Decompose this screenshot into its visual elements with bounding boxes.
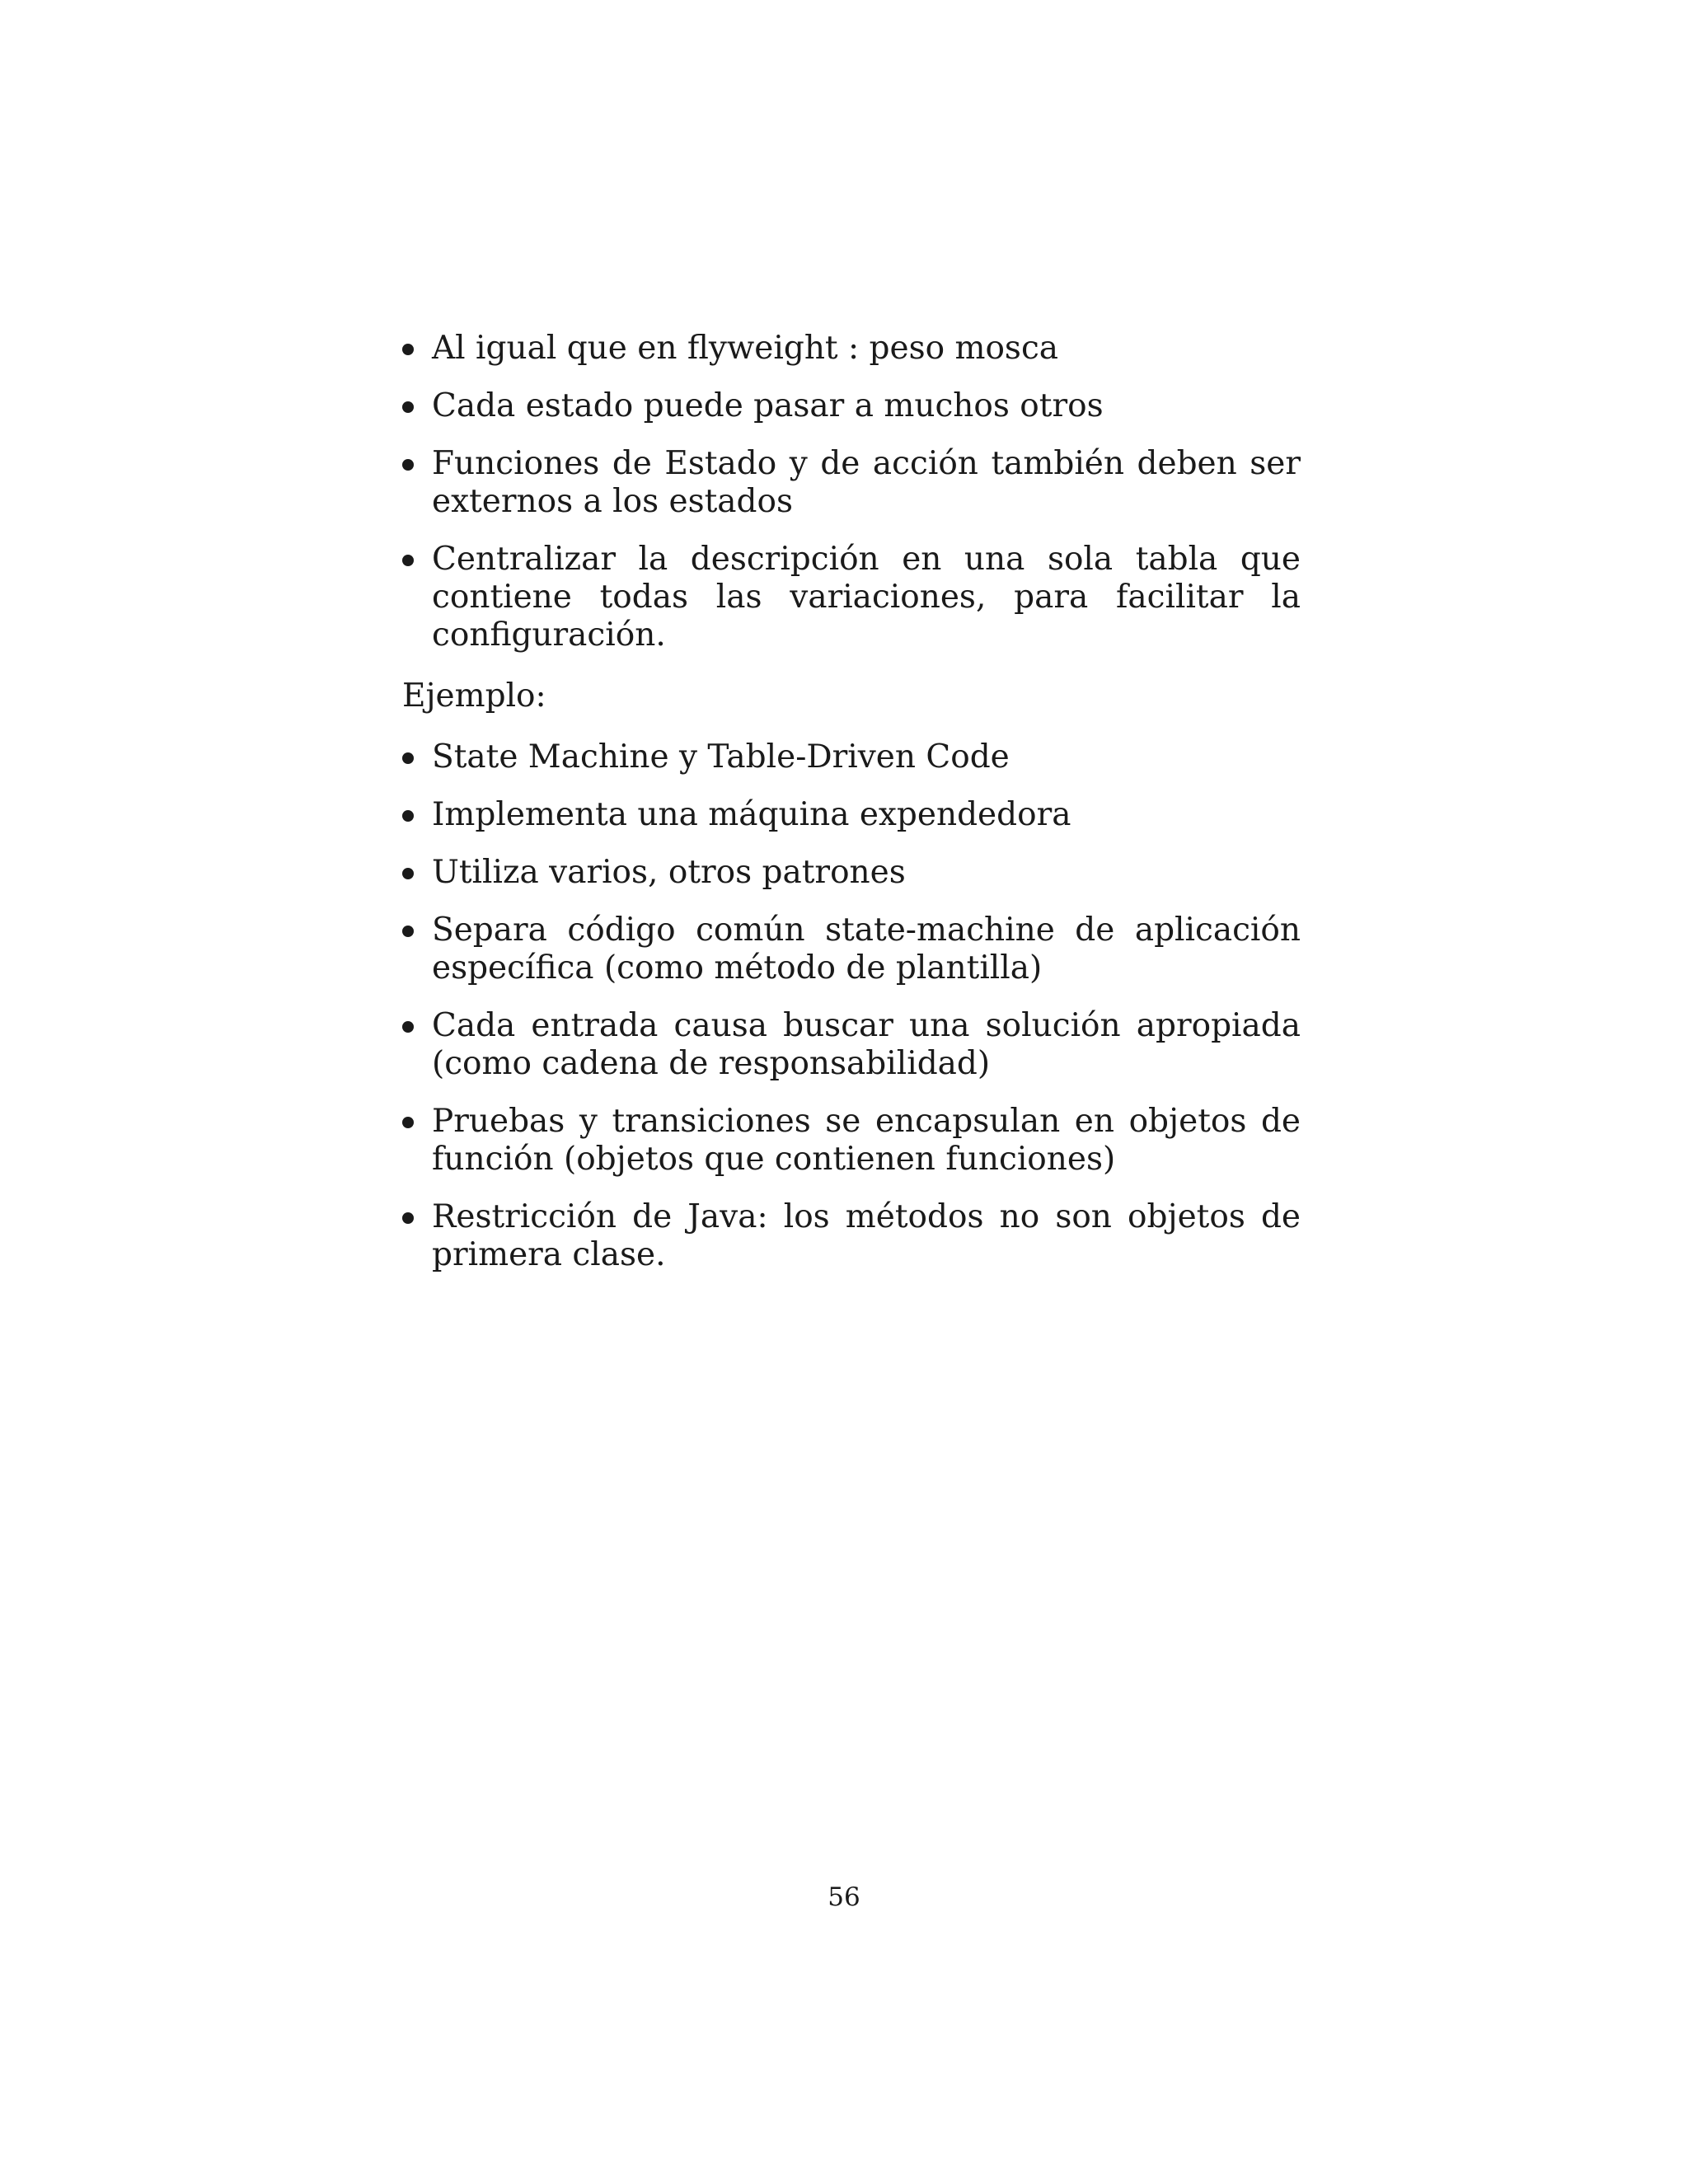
list-item <box>402 541 1301 654</box>
list-item-text: Pruebas y transiciones se encapsulan en objetos de función (objetos que contienen funciones) <box>432 1103 1301 1178</box>
bullet-list-intro <box>402 330 1301 654</box>
list-item <box>402 445 1301 521</box>
page-content <box>402 330 1301 1294</box>
bullet-icon <box>402 1021 414 1033</box>
list-item <box>402 1007 1301 1083</box>
list-item <box>402 912 1301 987</box>
list-item-text: Implementa una máquina expendedora <box>432 796 1071 833</box>
bullet-icon <box>402 868 414 879</box>
list-item <box>402 387 1301 425</box>
list-item <box>402 796 1301 834</box>
bullet-icon <box>402 1212 414 1224</box>
list-item-text: Separa código común state-machine de aplicación específica (como método de plantilla) <box>432 912 1301 987</box>
list-item-text: Utiliza varios, otros patrones <box>432 854 906 891</box>
list-item-text: Funciones de Estado y de acción también deben ser externos a los estados <box>432 445 1301 520</box>
bullet-icon <box>402 555 414 566</box>
list-item <box>402 1103 1301 1179</box>
list-item-text: Restricción de Java: los métodos no son objetos de primera clase. <box>432 1198 1301 1273</box>
list-item-text: Cada estado puede pasar a muchos otros <box>432 387 1104 424</box>
list-item <box>402 854 1301 892</box>
bullet-icon <box>402 344 414 355</box>
list-item-text: Al igual que en flyweight : peso mosca <box>432 330 1059 367</box>
bullet-icon <box>402 752 414 764</box>
page-number: 56 <box>828 1882 860 1912</box>
list-item <box>402 330 1301 368</box>
bullet-icon <box>402 459 414 471</box>
list-item <box>402 738 1301 776</box>
bullet-list-example <box>402 738 1301 1274</box>
bullet-icon <box>402 401 414 413</box>
bullet-icon <box>402 926 414 937</box>
list-item-text: State Machine y Table-Driven Code <box>432 738 1010 776</box>
list-item-text: Centralizar la descripción en una sola tabla que contiene todas las variaciones, para facilitar la configuración. <box>432 541 1301 654</box>
list-item <box>402 1198 1301 1274</box>
bullet-icon <box>402 810 414 822</box>
example-label: Ejemplo: <box>402 677 546 715</box>
bullet-icon <box>402 1117 414 1128</box>
list-item-text: Cada entrada causa buscar una solución apropiada (como cadena de responsabilidad) <box>432 1007 1301 1082</box>
